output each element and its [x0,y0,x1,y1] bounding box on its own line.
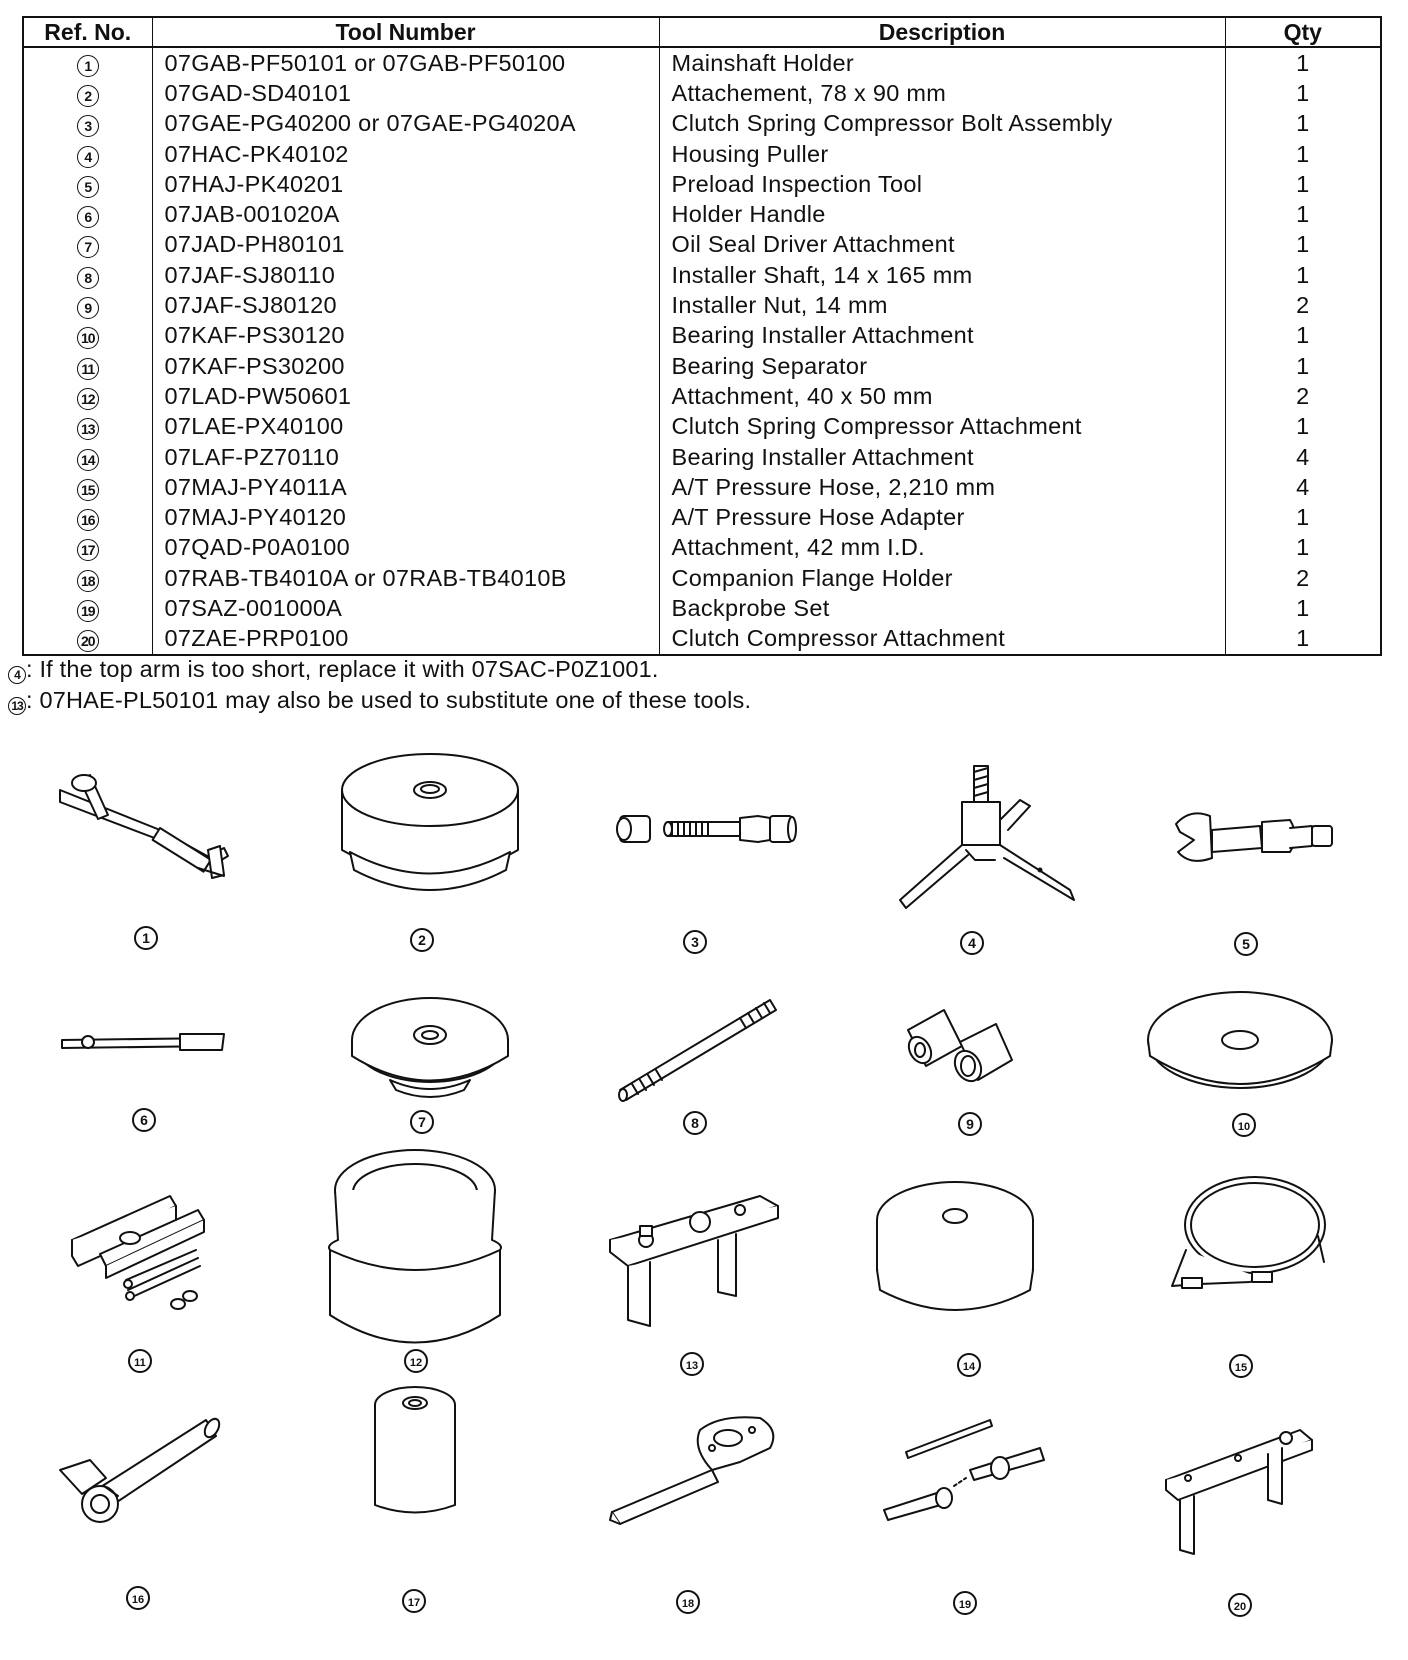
tool-number-cell: 07MAJ-PY4011A [152,472,659,502]
qty-cell: 1 [1296,79,1310,106]
ref-badge: 8 [77,267,99,289]
tool-number-cell: 07KAF-PS30200 [152,351,659,381]
qty-cell: 1 [1296,534,1310,561]
qty-cell: 1 [1296,201,1310,228]
description-cell: Mainshaft Holder [659,47,1225,78]
illustration-label: 15 [1234,1362,1248,1374]
ref-badge: 12 [77,388,99,410]
ref-badge: 17 [77,539,99,561]
qty-cell: 1 [1296,594,1310,621]
ref-badge: 2 [77,85,99,107]
ref-badge: 9 [77,297,99,319]
qty-cell: 2 [1296,292,1310,319]
mainshaft-holder-icon [60,775,228,878]
description-cell: Oil Seal Driver Attachment [659,230,1225,260]
qty-cell: 1 [1296,322,1310,349]
tool-number-cell: 07LAD-PW50601 [152,381,659,411]
qty-cell: 1 [1296,140,1310,167]
description-cell: Backprobe Set [659,593,1225,623]
qty-cell: 1 [1296,504,1310,531]
clutch-compressor-icon [1166,1430,1312,1554]
qty-cell: 1 [1296,261,1310,288]
installer-shaft-icon [619,1000,776,1101]
illustration-label: 4 [968,935,976,951]
pressure-hose-icon [1172,1177,1325,1288]
qty-cell: 4 [1296,443,1310,470]
illustration-label: 8 [691,1115,699,1131]
tool-number-cell: 07RAB-TB4010A or 07RAB-TB4010B [152,563,659,593]
tool-number-cell: 07JAF-SJ80120 [152,290,659,320]
compressor-attachment-icon [610,1196,778,1326]
ref-badge: 16 [77,509,99,531]
illustration-label: 9 [966,1116,974,1132]
tool-number-cell: 07JAD-PH80101 [152,230,659,260]
preload-tool-icon [1176,813,1332,861]
header-description: Description [659,17,1225,47]
illustration-label: 14 [962,1361,976,1373]
ref-badge: 7 [77,236,99,258]
qty-cell: 2 [1296,382,1310,409]
ref-badge: 10 [77,327,99,349]
ref-badge: 3 [77,115,99,137]
qty-cell: 1 [1296,625,1310,652]
illustration-label: 17 [407,1597,421,1609]
seal-driver-icon [352,998,508,1097]
note-text: : 07HAE-PL50101 may also be used to substitute one of these tools. [26,687,752,713]
qty-cell: 1 [1296,352,1310,379]
description-cell: Holder Handle [659,199,1225,229]
tool-number-cell: 07GAB-PF50101 or 07GAB-PF50100 [152,47,659,78]
ref-badge: 4 [77,146,99,168]
description-cell: Bearing Installer Attachment [659,442,1225,472]
qty-cell: 1 [1296,413,1310,440]
illustration-label: 10 [1237,1121,1251,1133]
description-cell: A/T Pressure Hose, 2,210 mm [659,472,1225,502]
ref-badge: 13 [77,418,99,440]
description-cell: Preload Inspection Tool [659,169,1225,199]
description-cell: Companion Flange Holder [659,563,1225,593]
description-cell: Bearing Separator [659,351,1225,381]
tool-number-cell: 07MAJ-PY40120 [152,502,659,532]
tool-number-cell: 07ZAE-PRP0100 [152,624,659,655]
illustration-label: 16 [131,1594,145,1606]
illustration-label: 13 [685,1360,699,1372]
bolt-assembly-icon [617,816,796,842]
qty-cell: 1 [1296,49,1310,76]
holder-handle-icon [62,1034,224,1050]
qty-cell: 1 [1296,110,1310,137]
illustration-label: 19 [958,1599,972,1611]
flange-holder-icon [610,1417,773,1524]
tool-number-cell: 07GAD-SD40101 [152,78,659,108]
tool-number-cell: 07LAF-PZ70110 [152,442,659,472]
illustration-label: 12 [409,1357,423,1369]
bearing-separator-icon [72,1196,204,1309]
tool-number-cell: 07GAE-PG40200 or 07GAE-PG4020A [152,109,659,139]
ref-badge: 20 [77,630,99,652]
description-cell: Attachment, 42 mm I.D. [659,533,1225,563]
tool-number-cell: 07JAB-001020A [152,199,659,229]
illustration-label: 2 [418,932,426,948]
illustration-label: 20 [1233,1601,1247,1613]
ref-badge: 18 [77,570,99,592]
qty-cell: 2 [1296,564,1310,591]
header-tool-number: Tool Number [152,17,659,47]
qty-cell: 1 [1296,170,1310,197]
description-cell: Clutch Spring Compressor Attachment [659,412,1225,442]
ref-badge: 19 [77,600,99,622]
description-cell: Bearing Installer Attachment [659,321,1225,351]
attachment-cylinder-icon [375,1387,455,1513]
qty-cell: 1 [1296,231,1310,258]
attachment-disc-icon [342,754,518,890]
ref-badge: 14 [77,449,99,471]
illustration-label: 1 [142,930,150,946]
illustration-label: 5 [1242,936,1250,952]
installer-disc-icon [1148,992,1332,1088]
note-ref-badge: 4 [8,666,26,684]
illustration-label: 7 [418,1114,426,1130]
tool-number-cell: 07HAJ-PK40201 [152,169,659,199]
tool-number-cell: 07KAF-PS30120 [152,321,659,351]
description-cell: Attachement, 78 x 90 mm [659,78,1225,108]
ref-badge: 11 [77,358,99,380]
note-text: : If the top arm is too short, replace it with 07SAC-P0Z1001. [26,656,659,682]
description-cell: Installer Nut, 14 mm [659,290,1225,320]
housing-puller-icon [900,766,1074,908]
note-ref-badge: 13 [8,697,26,715]
description-cell: Housing Puller [659,139,1225,169]
header-ref-no: Ref. No. [23,17,152,47]
illustration-label: 11 [134,1357,146,1369]
ref-badge: 5 [77,176,99,198]
tool-number-cell: 07QAD-P0A0100 [152,533,659,563]
description-cell: A/T Pressure Hose Adapter [659,502,1225,532]
description-cell: Clutch Compressor Attachment [659,624,1225,655]
ref-badge: 15 [77,479,99,501]
installer-disc-icon [877,1182,1033,1310]
qty-cell: 4 [1296,473,1310,500]
ref-badge: 6 [77,206,99,228]
illustration-label: 6 [140,1112,148,1128]
tool-number-cell: 07SAZ-001000A [152,593,659,623]
description-cell: Installer Shaft, 14 x 165 mm [659,260,1225,290]
illustration-label: 18 [681,1598,695,1610]
tool-number-cell: 07LAE-PX40100 [152,412,659,442]
description-cell: Clutch Spring Compressor Bolt Assembly [659,109,1225,139]
tool-number-cell: 07HAC-PK40102 [152,139,659,169]
hose-adapter-icon [60,1416,222,1522]
description-cell: Attachment, 40 x 50 mm [659,381,1225,411]
attachment-ring-icon [329,1150,501,1343]
header-qty: Qty [1225,17,1381,47]
illustration-label: 3 [691,934,699,950]
ref-badge: 1 [77,55,99,77]
tool-number-cell: 07JAF-SJ80110 [152,260,659,290]
installer-nut-icon [904,1010,1012,1086]
backprobe-set-icon [884,1420,1044,1520]
